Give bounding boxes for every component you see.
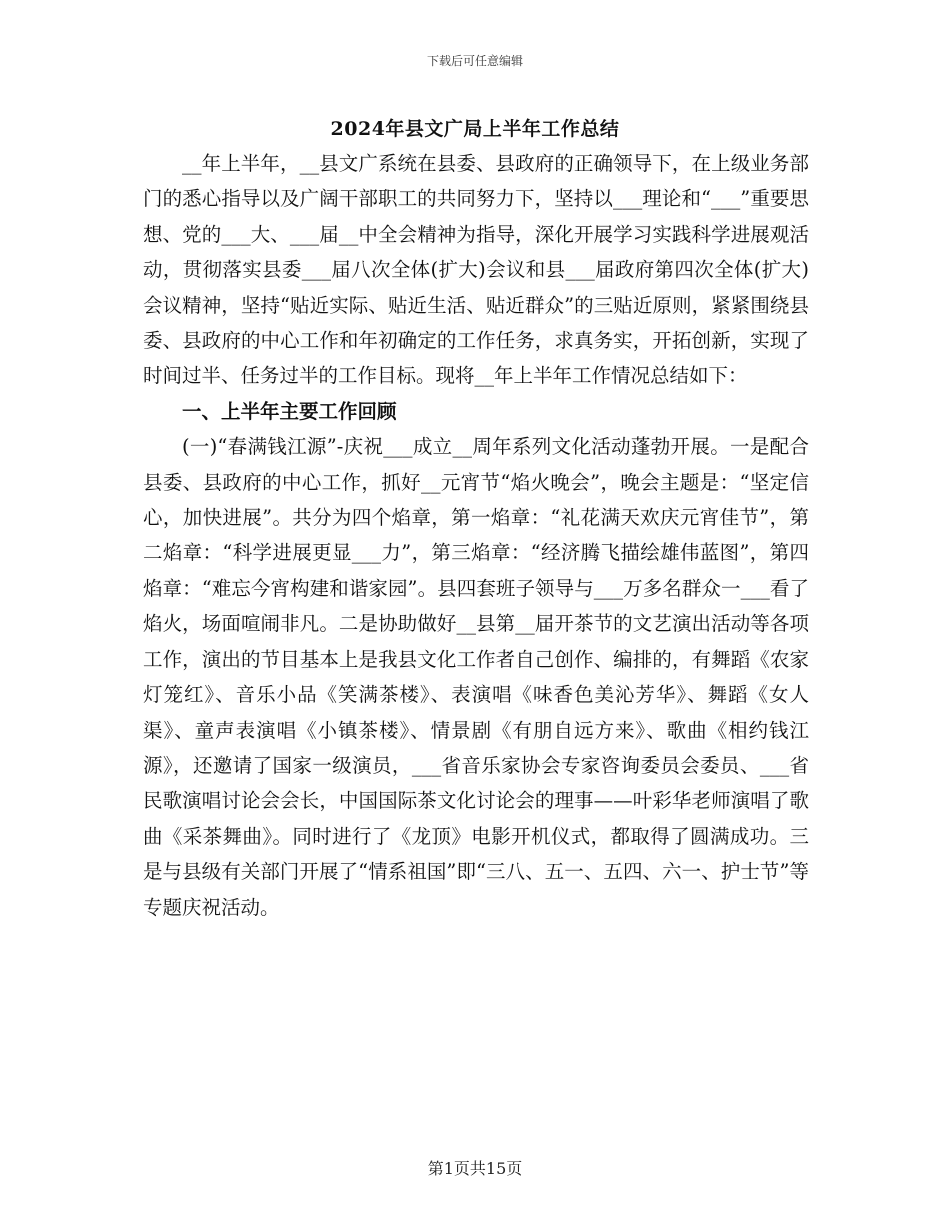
section-paragraph: (一)“春满钱江源”-庆祝___成立__周年系列文化活动蓬勃开展。一是配合县委、县政府的中心工作，抓好__元宵节“焰火晚会”，晚会主题是：“坚定信心，加快进展”。共分为四个焰章，第一焰章：“礼花满天欢庆元宵佳节”，第二焰章：“科学进展更显___力”，第三焰章：“经济腾飞描绘雄伟蓝图”，第四焰章：“难忘今宵构建和谐家园”。县四套班子领导与___万多名群众一___看了焰火，场面喧闹非凡。二是协助做好__县第__届开茶节的文艺演出活动等各项工作，演出的节目基本上是我县文化工作者自己创作、编排的，有舞蹈《农家灯笼红》、音乐小品《笑满茶楼》、表演唱《味香色美沁芳华》、舞蹈《女人渠》、童声表演唱《小镇茶楼》、情景剧《有朋自远方来》、歌曲《相约钱江源》，还邀请了国家一级演员，___省音乐家协会专家咨询委员会委员、___省民歌演唱讨论会会长，中国国际茶文化讨论会的理事——叶彩华老师演唱了歌曲《采茶舞曲》。同时进行了《龙顶》电影开机仪式，都取得了圆满成功。三是与县级有关部门开展了“情系祖国”即“三八、五一、五四、六一、护士节”等专题庆祝活动。 <box>143 435 809 919</box>
page-number: 第1页共15页 <box>427 1159 523 1178</box>
section-heading: 一、上半年主要工作回顾 <box>182 399 397 423</box>
intro-paragraph: __年上半年，__县文广系统在县委、县政府的正确领导下，在上级业务部门的悉心指导以及广阔干部职工的共同努力下，坚持以___理论和“___”重要思想、党的___大、___届__中全会精神为指导，深化开展学习实践科学进展观活动，贯彻落实县委___届八次全体(扩大)会议和县___届政府第四次全体(扩大)会议精神，坚持“贴近实际、贴近生活、贴近群众”的三贴近原则，紧紧围绕县委、县政府的中心工作和年初确定的工作任务，求真务实，开拓创新，实现了时间过半、任务过半的工作目标。现将__年上半年工作情况总结如下： <box>143 152 809 388</box>
page-header-note: 下载后可任意编辑 <box>426 54 523 68</box>
document-body <box>143 146 809 925</box>
document-title: 2024年县文广局上半年工作总结 <box>330 118 620 140</box>
